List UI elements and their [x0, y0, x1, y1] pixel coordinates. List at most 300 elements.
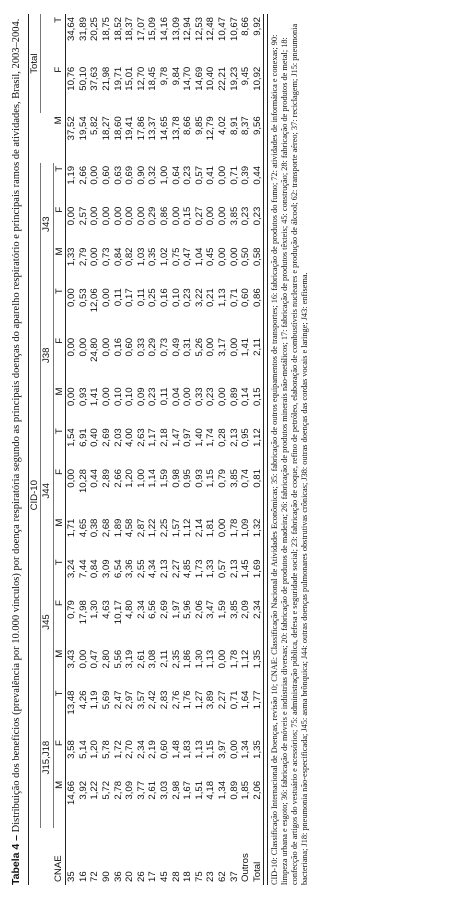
group-header: J38: [41, 285, 54, 425]
table-cell: 1,14: [147, 469, 159, 488]
footnote: CID-10: Classificação Internacional de Doenças, revisão 10; CNAE: Classificação Nacional de Atividades Econômicas; 35: fabricação de outros equipamentos de transportes; 16: fabricação de produtos do fumo; 72: atividades de informática e conexas; 90: limpeza urbana e esgoto; 36: fabricação de móveis e indústrias diversas; 20: fabricação de produtos de madeira; 26: fabricação de produtos minerais não-metálicos; 17: fabricação de produtos têxteis; 45: construção; 28: fabricação de produtos de metal; 18: confecção de artigos do vestuário e acessórios; 75: administração pública, defesa e seguridade social; 23: fabricação de coque, refino de petróleo, elaboração de combustíveis nucleares e produção de álcool; 62: transporte aéreo; 37: reciclagem; J15: pneumonia bacteriana; J18: pneumonia não-especificada; J45: asma brônquica; J44: outras doenças pulmonares obstrutivas crônicas; J38: outras doenças das cordas vocais e laringe; J43: enfisema.: [267, 14, 310, 885]
table-cell: 1,76: [182, 690, 194, 710]
table-cell: 0,49: [170, 337, 182, 357]
row-label: 18: [182, 871, 194, 882]
table-cell: 2,27: [217, 690, 228, 710]
sub-header: T: [53, 288, 65, 295]
table-cell: 0,00: [217, 518, 228, 538]
table-cell: 2,13: [228, 428, 240, 447]
total-header: Total: [28, 14, 41, 113]
table-cell: 2,70: [124, 740, 136, 759]
group-header: J15,J18: [41, 688, 54, 828]
table-cell: 1,17: [147, 428, 159, 447]
table-cell: 0,32: [147, 165, 159, 185]
row-label: Total: [251, 861, 263, 882]
table-cell: 0,25: [147, 288, 159, 307]
table-cell: 14,65: [159, 116, 171, 141]
table-cell: 0,64: [170, 165, 182, 185]
table-cell: 4,65: [77, 518, 89, 538]
table-cell: 2,27: [170, 559, 182, 579]
table-row: [205, 14, 217, 885]
table-cell: 0,17: [124, 288, 136, 307]
table-cell: 31,89: [77, 17, 89, 42]
table-cell: 1,13: [217, 288, 228, 307]
table-cell: 21,98: [101, 66, 113, 91]
table-cell: 1,81: [205, 518, 217, 538]
caption-label: Tabela 4 –: [10, 835, 22, 885]
table-cell: 1,30: [89, 600, 101, 619]
table-cell: 1,20: [89, 740, 101, 759]
table-cell: 1,12: [240, 649, 252, 669]
table-cell: 1,40: [193, 428, 205, 447]
table-cell: 8,37: [240, 116, 252, 136]
table-cell: 9,92: [251, 17, 263, 36]
table-cell: 1,97: [170, 600, 182, 619]
table-cell: 0,00: [77, 337, 89, 357]
table-row: [217, 14, 229, 885]
table-cell: 0,44: [251, 165, 263, 185]
table-cell: 0,00: [89, 206, 101, 226]
table-cell: 1,54: [66, 428, 78, 447]
table-cell: 0,63: [112, 165, 124, 185]
data-table: [28, 14, 265, 885]
table-cell: 1,33: [66, 247, 78, 267]
table-cell: 1,45: [240, 559, 252, 579]
table-cell: 0,60: [159, 740, 171, 759]
table-cell: 1,03: [135, 247, 147, 267]
table-cell: 2,11: [251, 337, 263, 356]
table-cell: 0,33: [193, 387, 205, 407]
table-cell: 0,71: [228, 165, 240, 185]
sub-header: M: [53, 649, 65, 658]
table-caption: [10, 14, 24, 885]
table-cell: 5,96: [182, 600, 194, 619]
table-cell: 0,29: [147, 206, 159, 226]
table-cell: 1,02: [159, 247, 171, 267]
table-cell: 0,11: [159, 387, 171, 406]
table-cell: 5,78: [101, 740, 113, 759]
table-cell: 0,60: [240, 288, 252, 307]
table-cell: 1,72: [112, 740, 124, 759]
sub-header: T: [53, 17, 65, 23]
table-cell: 0,47: [182, 247, 194, 267]
table-cell: 24,80: [89, 337, 101, 362]
table-cell: 2,61: [135, 649, 147, 669]
table-cell: 1,34: [240, 740, 252, 759]
table-cell: 9,78: [159, 66, 171, 86]
table-cell: 3,03: [159, 780, 171, 800]
table-cell: 0,35: [147, 247, 159, 267]
table-cell: 1,78: [228, 518, 240, 538]
table-cell: 0,41: [205, 165, 217, 185]
header-row-1: [28, 14, 41, 885]
table-cell: 17,07: [135, 17, 147, 42]
table-cell: 2,19: [147, 740, 159, 759]
table-cell: 1,22: [89, 780, 101, 800]
row-label: 26: [135, 871, 147, 882]
table-cell: 4,26: [77, 690, 89, 710]
table-cell: 0,74: [240, 469, 252, 488]
table-cell: 0,00: [217, 165, 228, 185]
table-cell: 0,14: [240, 387, 252, 407]
table-cell: 10,47: [217, 17, 228, 42]
table-cell: 2,13: [228, 559, 240, 579]
table-cell: 2,69: [159, 600, 171, 619]
table-cell: 0,15: [251, 387, 263, 407]
table-cell: 22,21: [217, 66, 228, 91]
table-cell: 2,57: [77, 206, 89, 226]
table-cell: 0,00: [124, 206, 136, 226]
table-cell: 5,14: [77, 740, 89, 759]
table-cell: 13,09: [170, 17, 182, 42]
row-label: 23: [205, 871, 217, 882]
table-cell: 12,48: [205, 17, 217, 42]
sub-header: M: [53, 518, 65, 527]
table-cell: 0,71: [228, 288, 240, 307]
table-cell: 1,78: [228, 649, 240, 669]
table-cell: 2,66: [77, 165, 89, 185]
table-cell: 2,03: [112, 428, 124, 447]
table-cell: 14,16: [159, 17, 171, 42]
table-cell: 4,85: [182, 559, 194, 579]
sub-header: F: [53, 600, 65, 607]
sub-header: F: [53, 740, 65, 747]
table-cell: 2,34: [135, 600, 147, 619]
table-cell: 1,85: [240, 780, 252, 800]
table-cell: 0,81: [251, 469, 263, 488]
table-cell: 0,58: [251, 247, 263, 267]
table-cell: 3,85: [228, 469, 240, 488]
table-cell: 0,00: [101, 337, 113, 357]
table-cell: 0,84: [112, 247, 124, 267]
sub-header: T: [53, 690, 65, 697]
row-label: 28: [170, 871, 182, 882]
table-cell: 10,67: [228, 17, 240, 42]
table-cell: 0,50: [240, 247, 252, 267]
table-cell: 1,77: [251, 690, 263, 710]
table-cell: 4,02: [217, 116, 228, 136]
table-cell: 13,48: [66, 690, 78, 715]
table-cell: 2,34: [135, 740, 147, 759]
table-cell: 1,59: [159, 469, 171, 488]
table-row: [113, 14, 125, 885]
table-cell: 2,42: [147, 690, 159, 710]
table-cell: 3,47: [205, 600, 217, 619]
table-cell: 1,86: [182, 649, 194, 669]
table-row: [240, 14, 252, 885]
sub-header: M: [53, 116, 65, 125]
table-cell: 0,57: [193, 165, 205, 185]
table-cell: 2,63: [135, 428, 147, 447]
table-cell: 2,79: [77, 247, 89, 267]
table-cell: 0,60: [124, 337, 136, 357]
table-cell: 0,98: [170, 469, 182, 488]
table-cell: 0,33: [135, 337, 147, 357]
table-cell: 2,98: [170, 780, 182, 800]
table-cell: 1,04: [193, 247, 205, 267]
table-cell: 1,83: [182, 740, 194, 759]
row-label: 45: [159, 871, 171, 882]
table-cell: 7,44: [77, 559, 89, 579]
table-body: [66, 14, 264, 885]
table-cell: 0,23: [147, 387, 159, 407]
table-cell: 0,00: [217, 649, 228, 669]
table-cell: 1,20: [124, 469, 136, 488]
table-cell: 0,89: [228, 387, 240, 407]
table-cell: 18,45: [147, 66, 159, 91]
row-label: 16: [77, 871, 89, 882]
table-cell: 2,97: [124, 690, 136, 710]
table-cell: 1,32: [251, 518, 263, 538]
table-cell: 2,87: [135, 518, 147, 538]
table-cell: 0,79: [66, 600, 78, 619]
table-cell: 2,13: [159, 559, 171, 579]
table-cell: 1,13: [193, 740, 205, 759]
table-cell: 2,76: [170, 690, 182, 710]
table-cell: 2,11: [159, 649, 171, 668]
table-cell: 0,95: [240, 428, 252, 447]
table-row: [78, 14, 90, 885]
table-cell: 0,16: [159, 288, 171, 307]
table-cell: 15,09: [147, 17, 159, 42]
group-header: J43: [41, 163, 54, 285]
table-cell: 3,17: [217, 337, 228, 357]
table-cell: 18,52: [112, 17, 124, 42]
table-cell: 18,75: [101, 17, 113, 42]
table-cell: 4,80: [124, 600, 136, 619]
group-header: J44: [41, 425, 54, 556]
table-cell: 0,00: [101, 288, 113, 307]
sub-header: T: [53, 428, 65, 435]
cnae-header-spacer: [41, 828, 54, 885]
row-label: 75: [193, 871, 205, 882]
table-cell: 4,34: [147, 559, 159, 579]
table-cell: 10,40: [205, 66, 217, 91]
table-cell: 37,52: [66, 116, 78, 141]
table-cell: 6,91: [77, 428, 89, 447]
table-cell: 2,25: [159, 518, 171, 538]
row-label: Outros: [240, 853, 252, 882]
table-cell: 10,17: [112, 600, 124, 625]
table-cell: 12,94: [182, 17, 194, 42]
table-cell: 10,92: [251, 66, 263, 91]
table-cell: 0,93: [193, 469, 205, 488]
table-cell: 0,11: [112, 288, 124, 307]
table-cell: 3,57: [135, 690, 147, 710]
table-cell: 1,00: [135, 469, 147, 488]
table-cell: 0,00: [205, 337, 217, 357]
table-cell: 12,79: [205, 116, 217, 141]
table-cell: 0,00: [66, 387, 78, 407]
table-cell: 37,63: [89, 66, 101, 91]
table-cell: 14,70: [182, 66, 194, 91]
table-cell: 1,00: [159, 165, 171, 185]
table-cell: 0,40: [89, 428, 101, 447]
table-cell: 1,74: [205, 428, 217, 447]
table-cell: 8,91: [228, 116, 240, 136]
cnae-header: CNAE: [53, 855, 65, 882]
table-cell: 0,15: [182, 206, 194, 226]
table-row: [159, 14, 171, 885]
table-cell: 1,15: [205, 469, 217, 488]
table-cell: 1,59: [217, 600, 228, 619]
table-cell: 3,77: [135, 780, 147, 800]
table-cell: 3,22: [193, 288, 205, 307]
table-cell: 0,00: [101, 387, 113, 407]
table-cell: 0,53: [77, 288, 89, 307]
table-cell: 0,21: [205, 288, 217, 307]
table-cell: 2,34: [251, 600, 263, 619]
table-cell: 0,00: [182, 387, 194, 407]
table-cell: 1,27: [193, 690, 205, 710]
table-cell: 10,76: [66, 66, 78, 91]
table-cell: 0,00: [66, 337, 78, 357]
table-cell: 0,79: [217, 469, 228, 488]
header-row-3: [53, 14, 66, 885]
table-cell: 0,93: [77, 387, 89, 407]
table-cell: 0,71: [228, 690, 240, 710]
table-cell: 1,30: [193, 649, 205, 669]
table-cell: 3,89: [205, 690, 217, 710]
table-cell: 50,10: [77, 66, 89, 91]
table-cell: 17,98: [77, 600, 89, 625]
table-cell: 0,23: [205, 387, 217, 407]
table-cell: 1,64: [240, 690, 252, 710]
table-cell: 0,11: [135, 288, 147, 307]
table-cell: 5,56: [112, 649, 124, 669]
table-row: [101, 14, 113, 885]
table-cell: 1,35: [251, 649, 263, 669]
table-cell: 19,54: [77, 116, 89, 141]
table-cell: 2,89: [101, 469, 113, 488]
table-cell: 1,19: [66, 165, 78, 185]
table-cell: 0,23: [182, 288, 194, 307]
table-cell: 2,69: [101, 428, 113, 447]
table-cell: 0,10: [112, 387, 124, 407]
table-cell: 0,60: [101, 165, 113, 185]
table-cell: 4,00: [124, 428, 136, 447]
table-cell: 0,89: [228, 780, 240, 800]
table-cell: 19,23: [228, 66, 240, 91]
table-cell: 12,06: [89, 288, 101, 313]
row-label: 17: [147, 871, 159, 882]
table-cell: 13,37: [147, 116, 159, 141]
table-cell: 6,54: [112, 559, 124, 579]
table-cell: 5,26: [193, 337, 205, 357]
table-cell: 0,29: [147, 337, 159, 357]
table-cell: 0,45: [205, 247, 217, 267]
table-cell: 0,75: [170, 247, 182, 267]
table-cell: 0,00: [228, 247, 240, 267]
caption-text: Distribuição dos benefícios (prevalência por 10.000 vínculos) por doença respiratória segundo as principais doenças do aparelho respiratório e principais ramos de atividades, Brasil, 2003–2004.: [11, 18, 22, 833]
table-cell: 0,00: [66, 469, 78, 488]
table-cell: 0,00: [217, 206, 228, 226]
table-cell: 0,09: [135, 387, 147, 407]
table-cell: 18,27: [101, 116, 113, 141]
row-label: 62: [217, 871, 228, 882]
table-cell: 1,48: [170, 740, 182, 759]
table-cell: 3,97: [217, 740, 228, 759]
table-cell: 1,12: [182, 518, 194, 538]
cnae-header-spacer: [28, 828, 41, 885]
row-label: 72: [89, 871, 101, 882]
total-header-spacer: [41, 14, 54, 163]
table-cell: 0,00: [101, 206, 113, 226]
table-cell: 0,97: [182, 428, 194, 447]
cid-header: CID-10: [28, 163, 41, 828]
table-cell: 2,06: [251, 780, 263, 800]
table-cell: 8,66: [240, 17, 252, 36]
table-cell: 2,66: [112, 469, 124, 488]
table-cell: 2,06: [193, 600, 205, 619]
table-cell: 2,78: [112, 780, 124, 800]
table-cell: 1,13: [205, 649, 217, 669]
sub-header: M: [53, 247, 65, 256]
table-cell: 5,69: [101, 690, 113, 710]
table-cell: 3,19: [124, 649, 136, 669]
sub-header: M: [53, 387, 65, 396]
table-cell: 1,71: [66, 518, 78, 538]
table-cell: 2,14: [193, 518, 205, 538]
table-cell: 3,43: [66, 649, 78, 669]
sub-header: F: [53, 206, 65, 213]
table-cell: 8,66: [182, 116, 194, 136]
table-cell: 1,57: [170, 518, 182, 538]
table-cell: 6,56: [147, 600, 159, 619]
table-row: [124, 14, 136, 885]
table-row: [89, 14, 101, 885]
table-cell: 0,38: [89, 518, 101, 538]
table-cell: 4,18: [205, 780, 217, 800]
table-cell: 0,82: [124, 247, 136, 267]
table-cell: 3,24: [66, 559, 78, 579]
table-cell: 12,70: [135, 66, 147, 91]
table-cell: 9,56: [251, 116, 263, 136]
table-row: [194, 14, 206, 885]
table-cell: 0,23: [251, 206, 263, 226]
spacer: [28, 113, 41, 163]
table-cell: 0,86: [251, 288, 263, 307]
table-cell: 0,27: [193, 206, 205, 226]
table-cell: 0,39: [240, 165, 252, 185]
sub-header: T: [53, 165, 65, 172]
table-cell: 5,82: [89, 116, 101, 136]
table-cell: 0,57: [217, 559, 228, 579]
row-label: 37: [228, 871, 240, 882]
table-cell: 0,00: [217, 387, 228, 407]
table-cell: 0,84: [89, 559, 101, 579]
table-cell: 0,00: [217, 247, 228, 267]
table-cell: 3,36: [124, 559, 136, 579]
table-cell: 15,01: [124, 66, 136, 91]
table-cell: 4,58: [124, 518, 136, 538]
table-cell: 3,09: [101, 559, 113, 579]
table-cell: 1,35: [251, 740, 263, 759]
table-cell: 2,80: [101, 649, 113, 669]
table-cell: 1,19: [89, 690, 101, 710]
table-cell: 1,15: [205, 740, 217, 759]
table-cell: 0,47: [89, 649, 101, 669]
table-cell: 0,86: [159, 206, 171, 226]
table-cell: 0,95: [182, 469, 194, 488]
table-cell: 5,72: [101, 780, 113, 800]
table-cell: 0,00: [89, 247, 101, 267]
table-cell: 1,09: [240, 518, 252, 538]
table-cell: 4,63: [101, 600, 113, 619]
table-cell: 0,44: [89, 469, 101, 488]
table-row: [252, 14, 264, 885]
table-cell: 1,33: [205, 559, 217, 579]
